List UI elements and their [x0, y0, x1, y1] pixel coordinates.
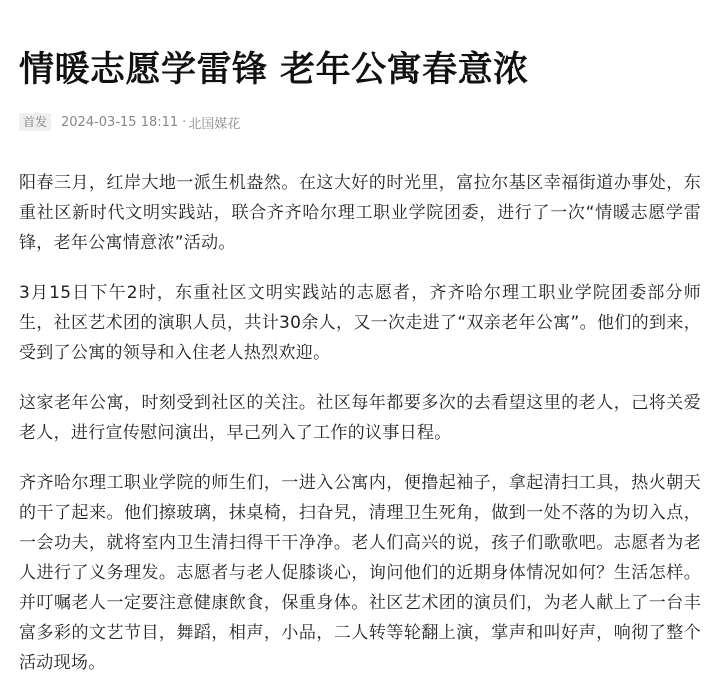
publish-date: 2024-03-15 18:11 — [61, 114, 179, 130]
article-body — [19, 168, 701, 698]
first-publish-badge: 首发 — [19, 113, 51, 131]
article-paragraph: 阳春三月，红岸大地一派生机盎然。在这大好的时光里，富拉尔基区幸福街道办事处，东重社区新时代文明实践站，联合齐齐哈尔理工职业学院团委，进行了一次“情暖志愿学雷锋，老年公寓情意浓”活动。 — [19, 173, 701, 253]
author-source[interactable]: 北国媒花 — [188, 116, 241, 132]
article-paragraph: 齐齐哈尔理工职业学院的师生们，一进入公寓内，便撸起袖子，拿起清扫工具，热火朝天的干了起来。他们擦玻璃，抹桌椅，扫旮旯，清理卫生死角，做到一处不落的为切入点，一会功夫，就将室内卫生清扫得干干净净。老人们高兴的说，孩子们歌歌吧。志愿者为老人进行了义务理发。志愿者与老人促膝谈心，询问他们的近期身体情况如何？生活怎样。并叮嘱老人一定要注意健康飲食，保重身体。社区艺术团的演员们，为老人献上了一台丰富多彩的文艺节目，舞蹈，相声，小品，二人转等轮翻上演，掌声和叫好声，响彻了整个活动现场。 — [19, 473, 701, 673]
article-title: 情暖志愿学雷锋 老年公寓春意浓 — [19, 50, 529, 90]
article-paragraph: 3月15日下午2时，东重社区文明实践站的志愿者，齐齐哈尔理工职业学院团委部分师生，社区艺术团的演职人员，共计30余人，又一次走进了“双亲老年公寓”。他们的到来，受到了公寓的领导和入住老人热烈欢迎。 — [19, 283, 701, 363]
article-meta — [19, 111, 240, 133]
meta-separator: · — [182, 114, 187, 130]
article-paragraph: 这家老年公寓，时刻受到社区的关注。社区每年都要多次的去看望这里的老人，己将关爱老人，进行宣传慰问演出，早己列入了工作的议事日程。 — [19, 393, 701, 443]
